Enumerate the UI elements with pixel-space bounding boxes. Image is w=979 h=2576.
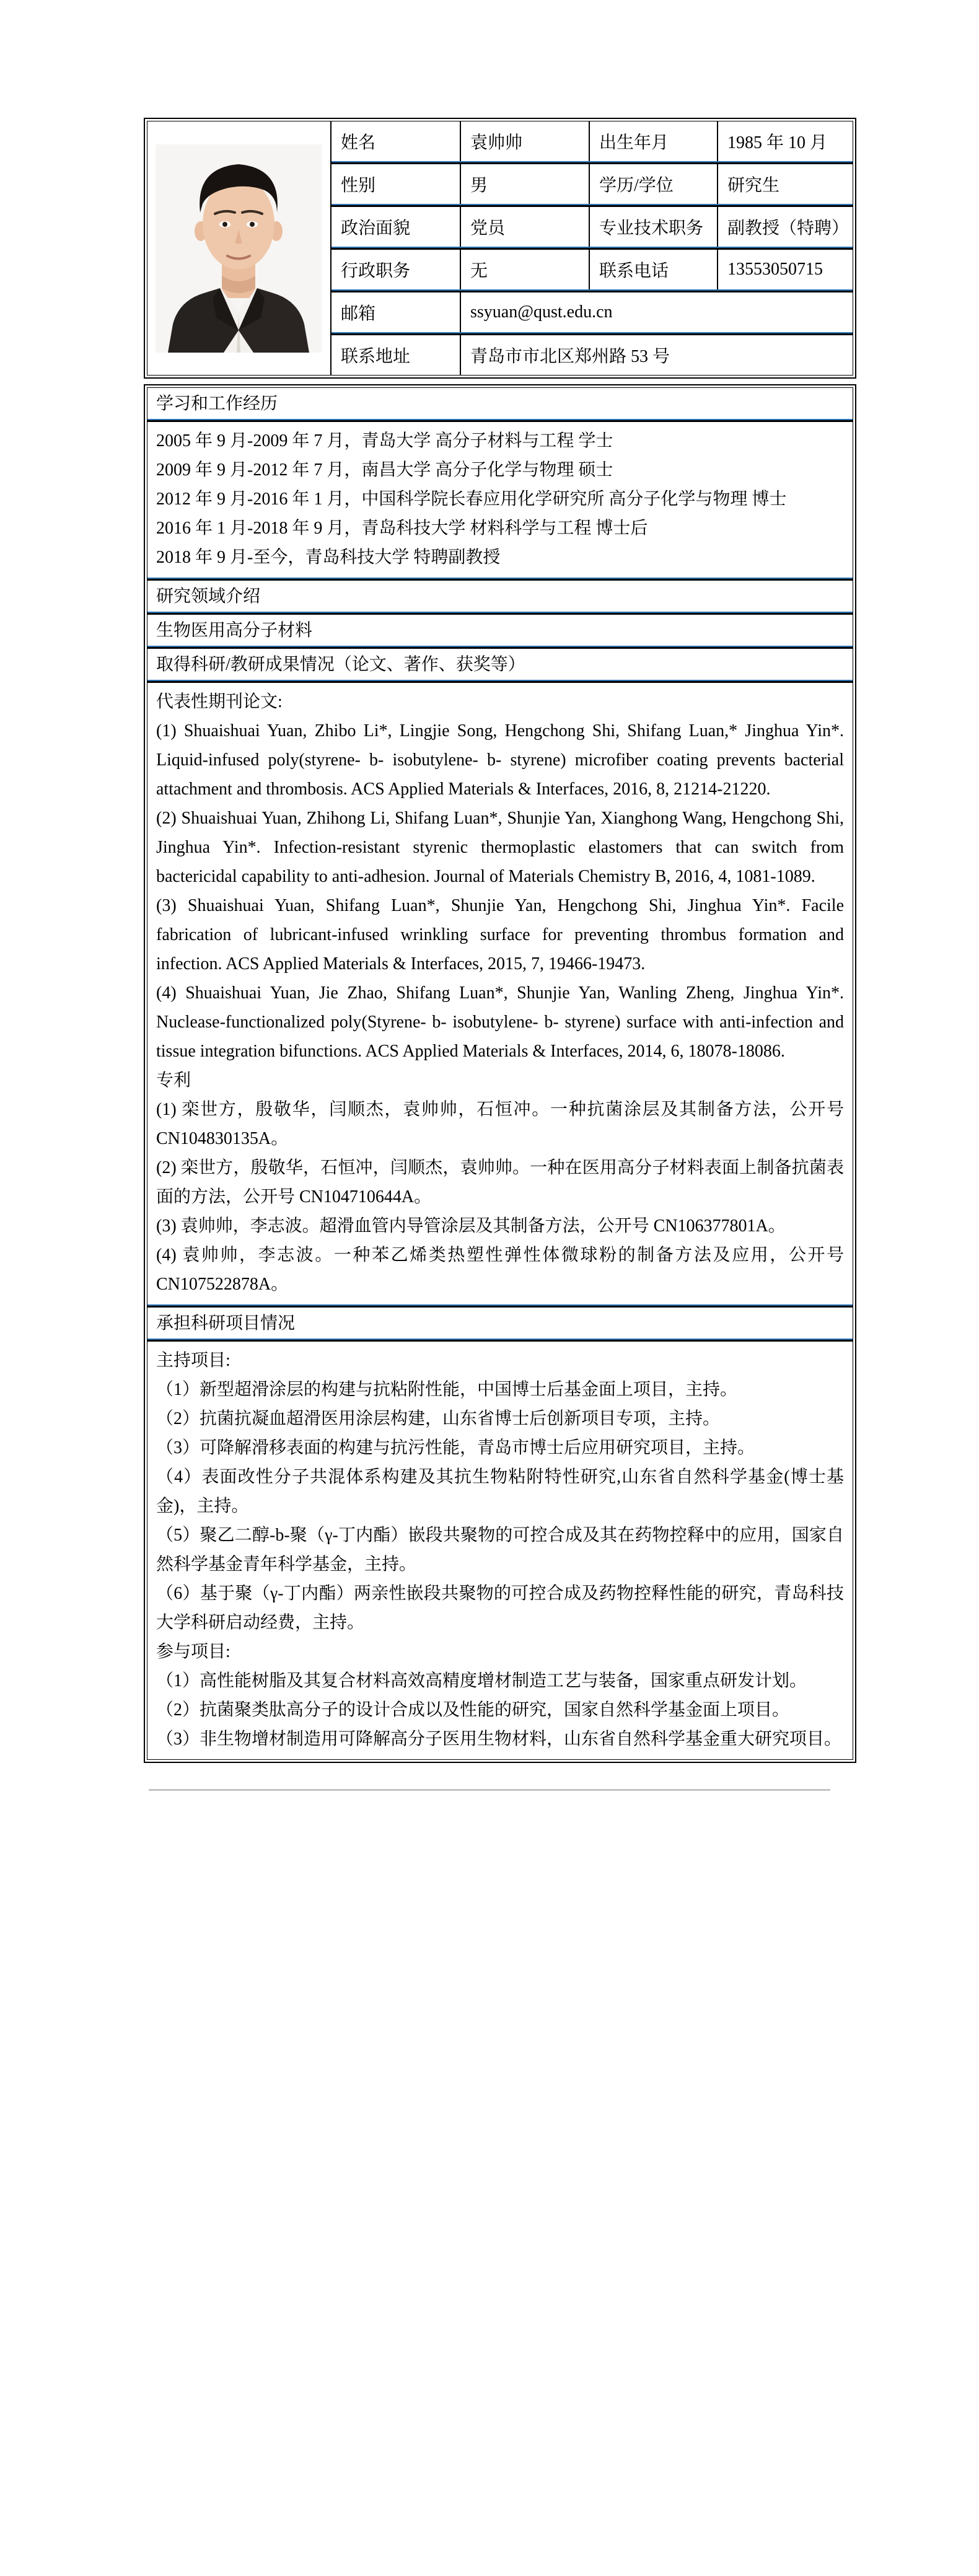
experience-item: 2018 年 9 月-至今，青岛科技大学 特聘副教授 <box>156 548 501 567</box>
info-rows <box>331 121 853 375</box>
personal-info-table <box>144 118 856 379</box>
degree-label: 学历/学位 <box>590 164 718 204</box>
patents-list <box>156 1095 844 1299</box>
gender-value: 男 <box>461 164 590 204</box>
paper-item: (4) Shuaishuai Yuan, Jie Zhao, Shifang Luan*, Shunjie Yan, Wanling Zheng, Jinghua Yin*. Nuclease-functionalized poly(Styrene- b- isobutylene- b- styrene) surface with anti-infection and tissue integration bifunctions. ACS Applied Materials & Interfaces, 2014, 6, 18078-18086. <box>156 983 844 1061</box>
lead-project-item: （6）基于聚（γ-丁内酯）两亲性嵌段共聚物的可控合成及药物控释性能的研究，青岛科技大学科研启动经费，主持。 <box>156 1584 844 1632</box>
paper-item: (2) Shuaishuai Yuan, Zhihong Li, Shifang Luan*, Shunjie Yan, Xianghong Wang, Hengchong Shi, Jinghua Yin*. Infection-resistant styrenic thermoplastic elastomers that can switch from bactericidal capability to anti-adhesion. Journal of Materials Chemistry B, 2016, 4, 1081-1089. <box>156 809 844 886</box>
admin-post-label: 行政职务 <box>331 250 461 289</box>
lead-projects-list <box>156 1375 844 1637</box>
name-label: 姓名 <box>331 121 461 161</box>
address-label: 联系地址 <box>331 335 461 375</box>
political-status-label: 政治面貌 <box>331 207 461 247</box>
page-divider <box>149 1789 830 1791</box>
info-row-name <box>331 121 853 161</box>
patent-item: (3) 袁帅帅，李志波。超滑血管内导管涂层及其制备方法，公开号 CN106377801A。 <box>156 1216 786 1236</box>
experience-item: 2009 年 9 月-2012 年 7 月，南昌大学 高分子化学与物理 硕士 <box>156 460 613 480</box>
participate-projects-list <box>156 1666 844 1754</box>
info-row-political <box>331 207 853 247</box>
birthdate-value: 1985 年 10 月 <box>727 133 827 152</box>
portrait-photo <box>156 144 322 353</box>
address-value: 青岛市市北区郑州路 53 号 <box>470 347 670 366</box>
experience-item: 2012 年 9 月-2016 年 1 月，中国科学院长春应用化学研究所 高分子化学与物理 博士 <box>156 490 787 509</box>
paper-item: (3) Shuaishuai Yuan, Shifang Luan*, Shunjie Yan, Hengchong Shi, Jinghua Yin*. Facile fabrication of lubricant-infused wrinkling surface for preventing thrombus formation and infection. ACS Applied Materials & Interfaces, 2015, 7, 19466-19473. <box>156 896 844 974</box>
projects-content <box>147 1342 853 1759</box>
research-field-content: 生物医用高分子材料 <box>156 621 313 640</box>
section-header-experience: 学习和工作经历 <box>156 394 278 413</box>
title-value: 副教授（特聘） <box>727 219 849 238</box>
birthdate-label: 出生年月 <box>590 121 718 161</box>
phone-value: 13553050715 <box>727 260 823 279</box>
political-status-value: 党员 <box>461 207 590 247</box>
degree-value: 研究生 <box>727 176 779 195</box>
details-table <box>144 384 856 1763</box>
participate-projects-heading: 参与项目: <box>156 1642 230 1661</box>
lead-project-item: （2）抗菌抗凝血超滑医用涂层构建，山东省博士后创新项目专项，主持。 <box>156 1409 721 1428</box>
section-header-achievements: 取得科研/教研成果情况（论文、著作、获奖等） <box>156 655 525 674</box>
phone-label: 联系电话 <box>590 250 718 289</box>
participate-project-item: （3）非生物增材制造用可降解高分子医用生物材料，山东省自然科学基金重大研究项目。 <box>156 1730 842 1749</box>
info-row-address <box>331 335 853 375</box>
lead-projects-heading: 主持项目: <box>156 1351 230 1370</box>
experience-item: 2016 年 1 月-2018 年 9 月，青岛科技大学 材料科学与工程 博士后 <box>156 519 648 538</box>
patent-item: (4) 袁帅帅，李志波。一种苯乙烯类热塑性弹性体微球粉的制备方法及应用，公开号 CN107522878A。 <box>156 1246 844 1294</box>
email-value: ssyuan@qust.edu.cn <box>470 302 613 322</box>
patent-item: (2) 栾世方，殷敬华，石恒冲，闫顺杰，袁帅帅。一种在医用高分子材料表面上制备抗菌表面的方法，公开号 CN104710644A。 <box>156 1158 844 1207</box>
patents-heading: 专利 <box>156 1071 191 1090</box>
papers-list <box>156 716 844 1066</box>
section-header-research-field: 研究领域介绍 <box>156 587 261 606</box>
experience-item: 2005 年 9 月-2009 年 7 月，青岛大学 高分子材料与工程 学士 <box>156 431 613 451</box>
lead-project-item: （4）表面改性分子共混体系构建及其抗生物粘附特性研究,山东省自然科学基金(博士基金)，主持。 <box>156 1467 844 1516</box>
paper-item: (1) Shuaishuai Yuan, Zhibo Li*, Lingjie Song, Hengchong Shi, Shifang Luan,* Jinghua Yin*. Liquid-infused poly(styrene- b- isobutylene- b- styrene) microfiber coating prevents bacterial attachment and thrombosis. ACS Applied Materials & Interfaces, 2016, 8, 21214-21220. <box>156 721 844 799</box>
name-value: 袁帅帅 <box>461 121 590 161</box>
section-header-projects: 承担科研项目情况 <box>156 1314 296 1333</box>
email-label: 邮箱 <box>331 292 461 332</box>
achievements-content <box>147 683 853 1304</box>
lead-project-item: （3）可降解滑移表面的构建与抗污性能，青岛市博士后应用研究项目，主持。 <box>156 1438 755 1457</box>
participate-project-item: （2）抗菌聚类肽高分子的设计合成以及性能的研究，国家自然科学基金面上项目。 <box>156 1700 790 1720</box>
lead-project-item: （1）新型超滑涂层的构建与抗粘附性能，中国博士后基金面上项目，主持。 <box>156 1380 738 1399</box>
experience-list <box>147 422 853 578</box>
patent-item: (1) 栾世方，殷敬华，闫顺杰，袁帅帅，石恒冲。一种抗菌涂层及其制备方法，公开号 CN104830135A。 <box>156 1100 844 1148</box>
photo-cell <box>147 121 331 375</box>
participate-project-item: （1）高性能树脂及其复合材料高效高精度增材制造工艺与装备，国家重点研发计划。 <box>156 1671 807 1690</box>
info-row-admin <box>331 250 853 289</box>
lead-project-item: （5）聚乙二醇-b-聚（γ-丁内酯）嵌段共聚物的可控合成及其在药物控释中的应用，国家自然科学基金青年科学基金，主持。 <box>156 1526 844 1574</box>
info-row-email <box>331 292 853 332</box>
resume-document <box>144 0 856 1791</box>
title-label: 专业技术职务 <box>590 207 718 247</box>
info-row-gender <box>331 164 853 204</box>
papers-heading: 代表性期刊论文: <box>156 692 283 711</box>
gender-label: 性别 <box>331 164 461 204</box>
admin-post-value: 无 <box>461 250 590 289</box>
